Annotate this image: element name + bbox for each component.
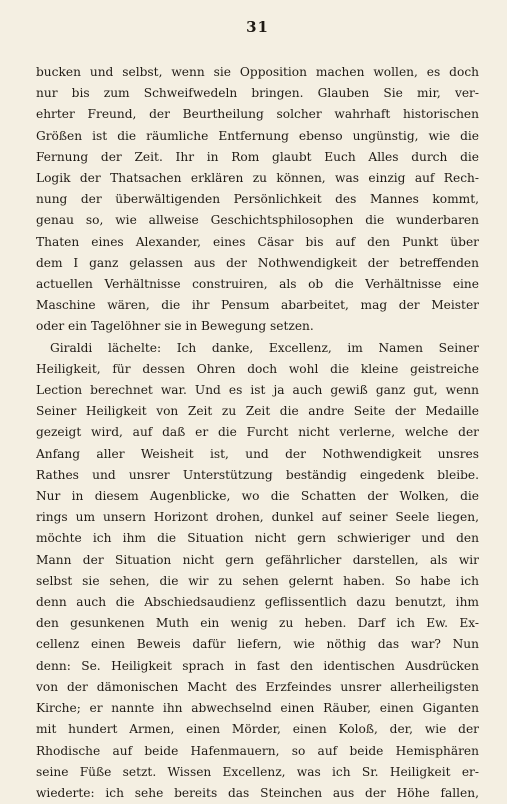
- text-line: gezeigt wird, auf daß er die Furcht nicht verlerne, welche der: [36, 425, 479, 440]
- text-line: Seiner Heiligkeit von Zeit zu Zeit die andre Seite der Medaille: [36, 404, 479, 419]
- text-line: Fernung der Zeit. Ihr in Rom glaubt Euch Alles durch die: [36, 149, 479, 164]
- text-line: Logik der Thatsachen erklären zu können, was einzig auf Rech-: [36, 171, 479, 186]
- text-line: actuellen Verhältnisse construiren, als ob die Verhältnisse eine: [36, 277, 479, 292]
- text-line: mit hundert Armen, einen Mörder, einen Koloß, der, wie der: [36, 722, 479, 737]
- text-line: Rhodische auf beide Hafenmauern, so auf beide Hemisphären: [36, 743, 479, 758]
- text-line: Lection berechnet war. Und es ist ja auch gewiß ganz gut, wenn: [36, 383, 479, 398]
- text-line: Größen ist die räumliche Entfernung ebenso ungünstig, wie die: [36, 128, 479, 143]
- text-line: cellenz einen Beweis dafür liefern, wie nöthig das war? Nun: [36, 637, 479, 652]
- text-line: genau so, wie allweise Geschichtsphilosophen die wunderbaren: [36, 213, 479, 228]
- body-text: [36, 62, 479, 804]
- text-line: wiederte: ich sehe bereits das Steinchen aus der Höhe fallen,: [36, 785, 479, 800]
- paragraph: [36, 338, 479, 804]
- text-line: dem I ganz gelassen aus der Nothwendigkeit der betreffenden: [36, 255, 479, 270]
- text-line: Maschine wären, die ihr Pensum abarbeitet, mag der Meister: [36, 298, 479, 313]
- text-line: Nur in diesem Augenblicke, wo die Schatten der Wolken, die: [36, 489, 479, 504]
- page-number: 31: [246, 18, 269, 36]
- text-line: rings um unsern Horizont drohen, dunkel auf seiner Seele liegen,: [36, 510, 479, 525]
- text-line: Anfang aller Weisheit ist, und der Nothwendigkeit unsres: [36, 446, 479, 461]
- text-line: denn: Se. Heiligkeit sprach in fast den identischen Ausdrücken: [36, 658, 479, 673]
- text-line: den gesunkenen Muth ein wenig zu heben. Darf ich Ew. Ex-: [36, 616, 479, 631]
- text-line: nur bis zum Schweifwedeln bringen. Glauben Sie mir, ver-: [36, 86, 479, 101]
- text-line: bucken und selbst, wenn sie Opposition machen wollen, es doch: [36, 65, 479, 79]
- text-line: oder ein Tagelöhner sie in Bewegung setzen.: [36, 319, 314, 334]
- text-line: Rathes und unsrer Unterstützung beständig eingedenk bleibe.: [36, 467, 479, 482]
- text-line: möchte ich ihm die Situation nicht gern schwieriger und den: [36, 531, 479, 546]
- text-line: Kirche; er nannte ihn abwechselnd einen Räuber, einen Giganten: [36, 701, 479, 716]
- text-line: Mann der Situation nicht gern gefährlicher darstellen, als wir: [36, 552, 479, 567]
- text-line: Heiligkeit, für dessen Ohren doch wohl die kleine geistreiche: [36, 361, 479, 376]
- text-line: nung der überwältigenden Persönlichkeit des Mannes kommt,: [36, 192, 479, 207]
- text-line: Giraldi lächelte: Ich danke, Excellenz, im Namen Seiner: [50, 340, 479, 355]
- paragraph: [36, 62, 479, 338]
- text-line: von der dämonischen Macht des Erzfeindes unsrer allerheiligsten: [36, 679, 479, 694]
- text-line: Thaten eines Alexander, eines Cäsar bis auf den Punkt über: [36, 234, 479, 249]
- text-line: selbst sie sehen, die wir zu sehen gelernt haben. So habe ich: [36, 573, 479, 588]
- text-line: ehrter Freund, der Beurtheilung solcher wahrhaft historischen: [36, 107, 479, 122]
- text-line: seine Füße setzt. Wissen Excellenz, was ich Sr. Heiligkeit er-: [36, 764, 479, 779]
- text-line: denn auch die Abschiedsaudienz geflissentlich dazu benutzt, ihm: [36, 595, 479, 610]
